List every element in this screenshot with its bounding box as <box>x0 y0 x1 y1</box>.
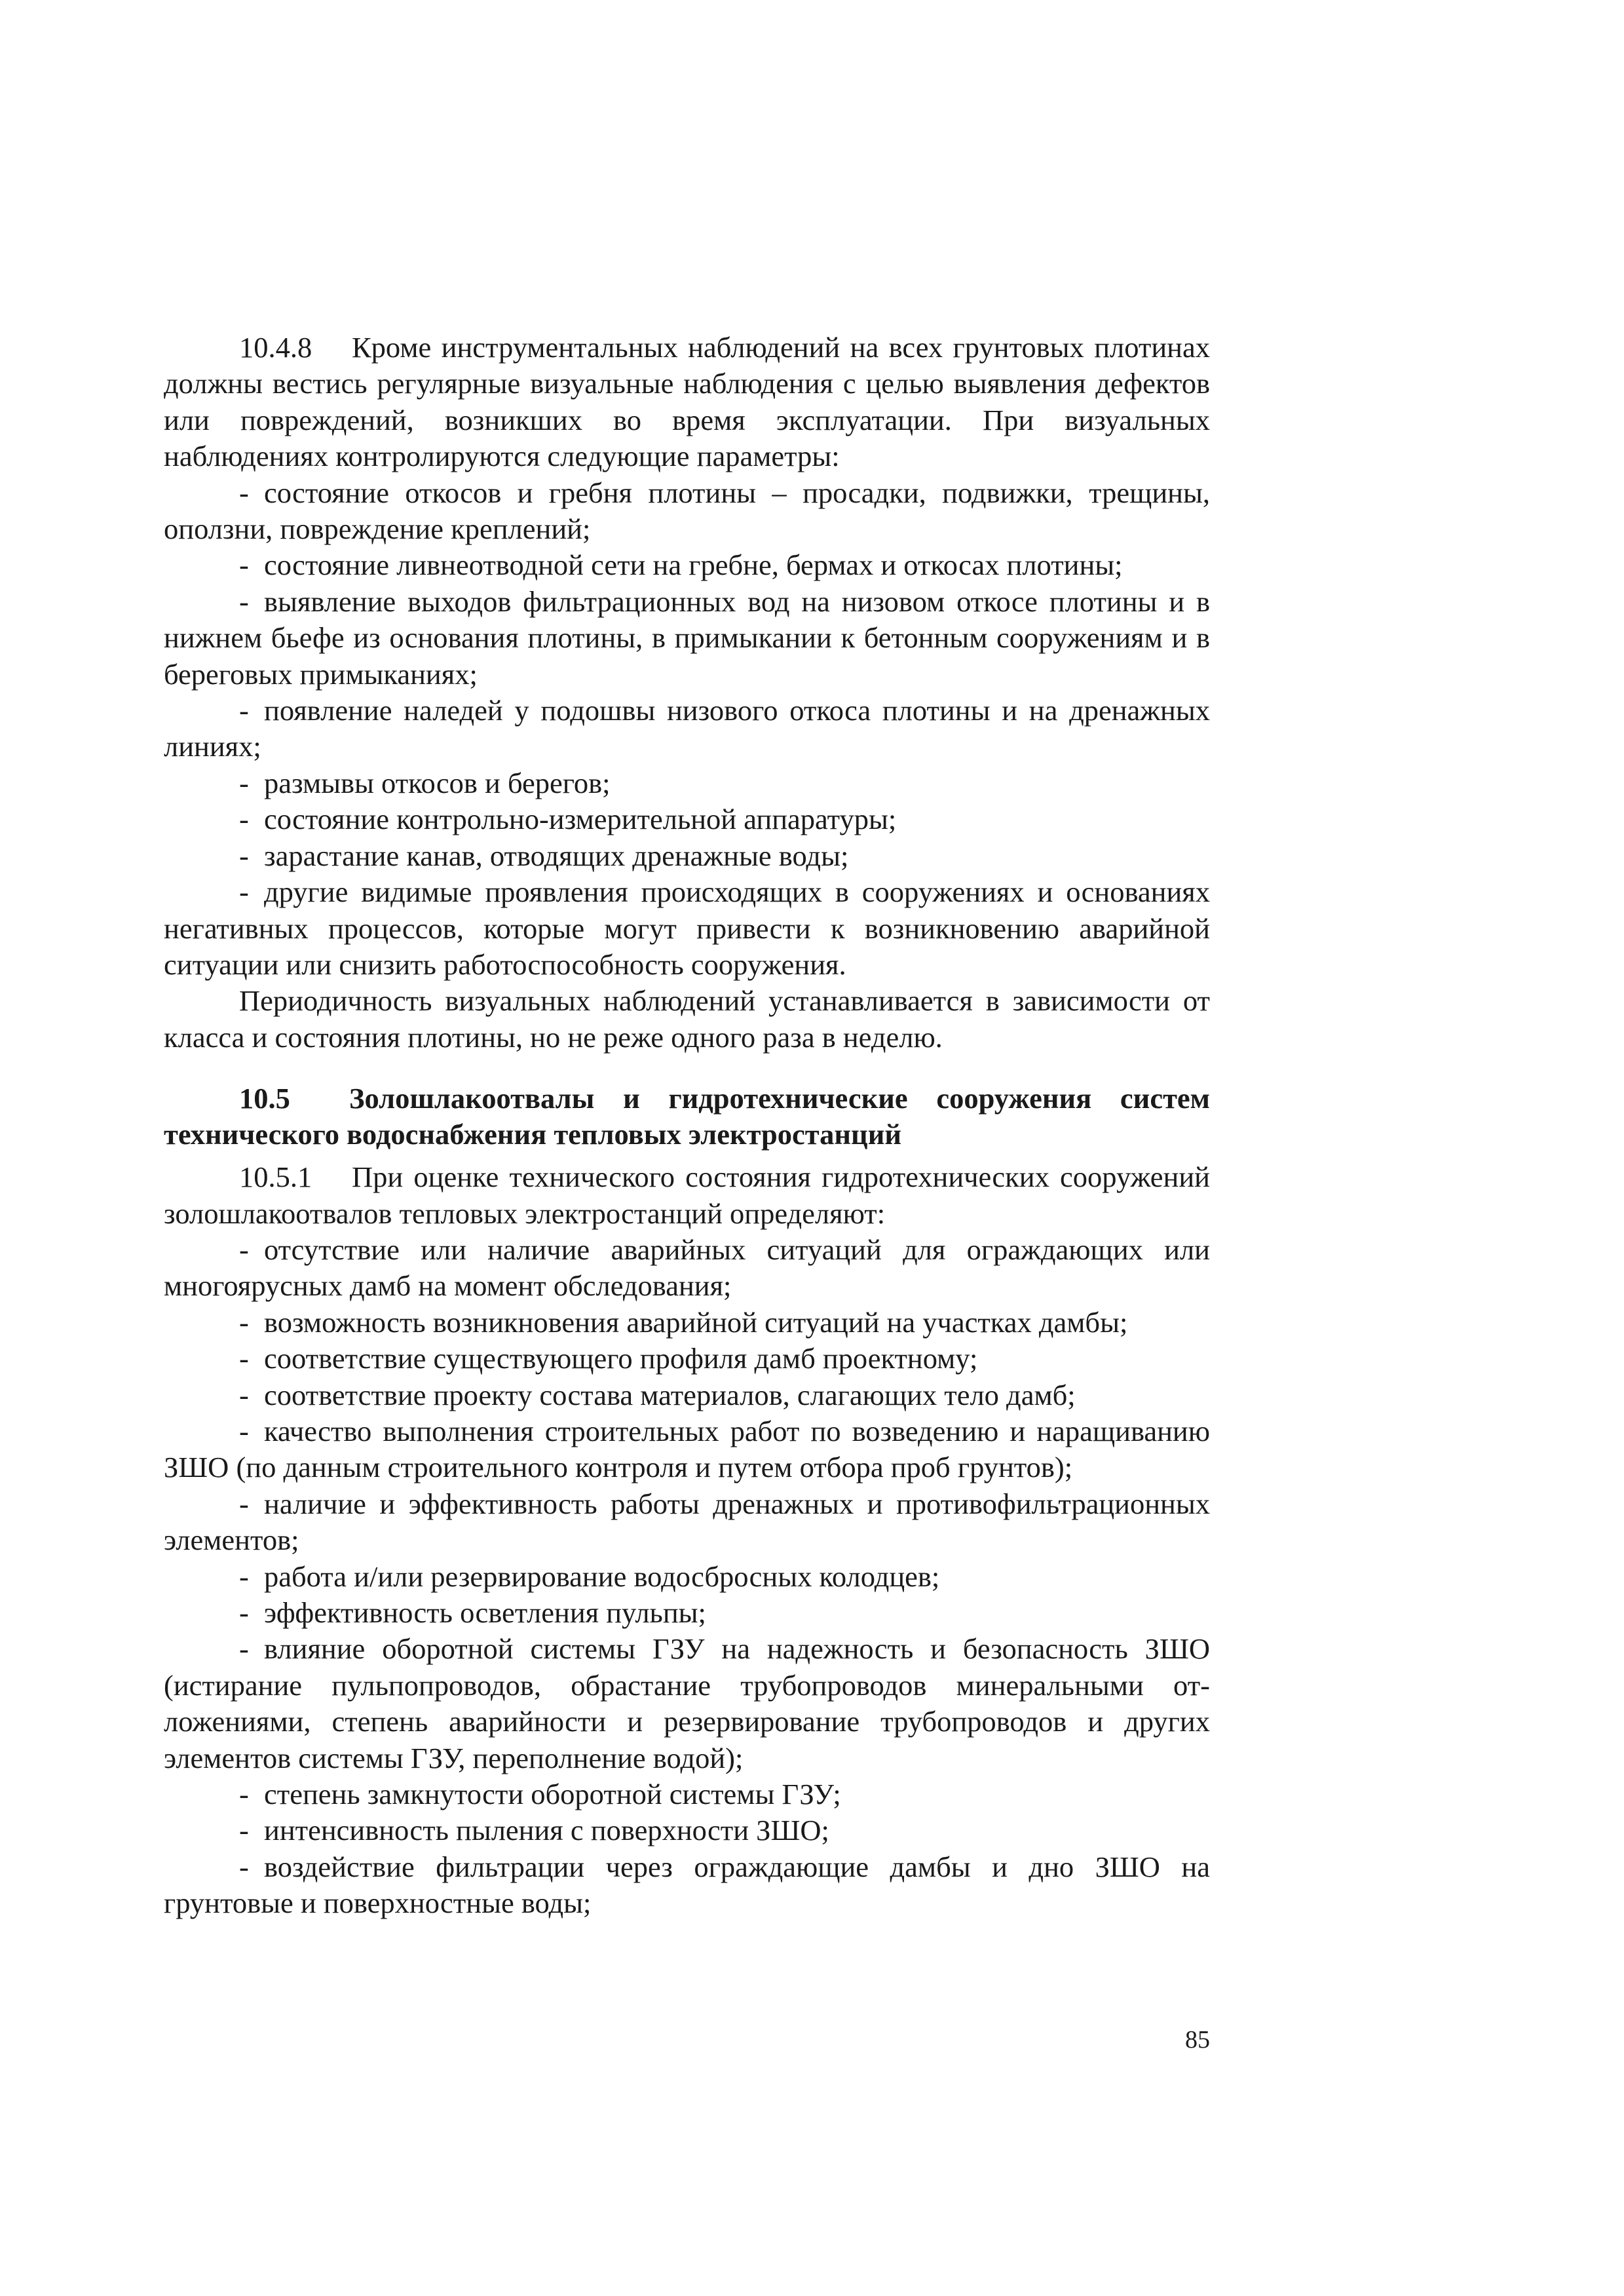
list-dash: - <box>239 1850 249 1883</box>
clause-text: Кроме инструментальных наблюдений на всех грунтовых плотинах должны вестись регулярные визуальные наблюдения с целью выявления дефектов или повреждений, возникших во время эксплуатации. При визуальных наблюдениях контролируются следующие параметры: <box>164 331 1210 473</box>
clause-10-4-8-closing: Периодичность визуальных наблюдений устанавливается в зависимости от класса и состояния плотины, но не реже одного раза в неделю. <box>164 984 1210 1054</box>
list-item-text: эффективность осветления пульпы; <box>264 1596 706 1629</box>
clause-number: 10.4.8 <box>239 331 312 364</box>
list-item <box>164 1631 1210 1776</box>
list-item-text: степень замкнутости оборотной системы ГЗУ; <box>264 1778 841 1811</box>
list-item <box>164 874 1210 983</box>
clause-10-5-1-list <box>164 1232 1210 1922</box>
list-item <box>164 693 1210 765</box>
list-item <box>164 765 1210 801</box>
list-item <box>164 838 1210 874</box>
list-item-text: появление наледей у подошвы низового откоса плотины и на дренажных линиях; <box>164 694 1210 763</box>
list-item-text: соответствие существующего профиля дамб проектному; <box>264 1342 978 1375</box>
page-number: 85 <box>1185 2026 1210 2054</box>
page-body <box>164 330 1210 1922</box>
list-item-text: зарастание канав, отводящих дренажные воды; <box>264 839 849 872</box>
list-item <box>164 1305 1210 1341</box>
list-item-text: работа и/или резервирование водосбросных колодцев; <box>264 1559 940 1593</box>
list-dash: - <box>239 766 249 799</box>
list-item <box>164 1413 1210 1486</box>
list-dash: - <box>239 584 249 618</box>
list-dash: - <box>239 1487 249 1520</box>
list-dash: - <box>239 1778 249 1811</box>
list-item <box>164 584 1210 693</box>
list-dash: - <box>239 839 249 872</box>
list-item <box>164 801 1210 837</box>
list-dash: - <box>239 803 249 836</box>
section-number: 10.5 <box>239 1082 290 1115</box>
list-item-text: возможность возникновения аварийной ситуаций на участках дамбы; <box>264 1305 1128 1339</box>
list-item <box>164 547 1210 583</box>
list-dash: - <box>239 875 249 909</box>
list-dash: - <box>239 1342 249 1375</box>
clause-number: 10.5.1 <box>239 1160 312 1194</box>
list-item-text: качество выполнения строительных работ по возведению и наращиванию ЗШО (по данным строительного контроля и путем отбора проб грунтов); <box>164 1414 1210 1484</box>
section-heading <box>164 1081 1210 1153</box>
clause-10-4-8-intro <box>164 330 1210 475</box>
list-item-text: размывы откосов и берегов; <box>264 766 611 799</box>
list-item-text: состояние откосов и гребня плотины – просадки, подвижки, трещины, оползни, повреждение креплений; <box>164 476 1210 546</box>
list-item <box>164 1341 1210 1377</box>
list-item-text: наличие и эффективность работы дренажных и противофильтрационных элементов; <box>164 1487 1210 1557</box>
list-item <box>164 1559 1210 1595</box>
list-dash: - <box>239 1414 249 1447</box>
list-item-text: состояние контрольно-измерительной аппаратуры; <box>264 803 897 836</box>
clause-10-4-8-list <box>164 475 1210 984</box>
list-dash: - <box>239 1632 249 1666</box>
list-dash: - <box>239 476 249 509</box>
list-item-text: состояние ливнеотводной сети на гребне, бермах и откосах плотины; <box>264 548 1123 582</box>
list-item <box>164 1486 1210 1559</box>
list-dash: - <box>239 1233 249 1266</box>
list-item-text: влияние оборотной системы ГЗУ на надежность и безопасность ЗШО (истирание пульпопроводов, обрастание трубопроводов минеральными отложениями, степень аварийности и резервирование трубопроводов и других элементов системы ГЗУ, переполнение водой); <box>164 1632 1210 1774</box>
list-dash: - <box>239 694 249 727</box>
list-dash: - <box>239 1596 249 1629</box>
list-dash: - <box>239 1559 249 1593</box>
list-item-text: интенсивность пыления с поверхности ЗШО; <box>264 1814 829 1847</box>
list-item <box>164 475 1210 548</box>
list-item <box>164 1377 1210 1413</box>
list-item-text: другие видимые проявления происходящих в сооружениях и основаниях негативных процессов, которые могут привести к возникновению аварийной ситуации или снизить работоспособность сооружения. <box>164 875 1210 981</box>
list-item <box>164 1595 1210 1631</box>
clause-10-5-1-intro <box>164 1159 1210 1232</box>
list-item <box>164 1232 1210 1305</box>
list-dash: - <box>239 548 249 582</box>
list-dash: - <box>239 1814 249 1847</box>
clause-text: При оценке технического состояния гидротехнических сооружений золошлакоотвалов тепловых электростанций определяют: <box>164 1160 1210 1230</box>
list-dash: - <box>239 1305 249 1339</box>
list-item-text: выявление выходов фильтрационных вод на низовом откосе плотины и в нижнем бьефе из основания плотины, в примыкании к бетонным сооружениям и в береговых примыканиях; <box>164 584 1210 691</box>
list-item-text: соответствие проекту состава материалов, слагающих тело дамб; <box>264 1378 1076 1411</box>
list-item-text: отсутствие или наличие аварийных ситуаций для ограждающих или многоярусных дамб на момент обследования; <box>164 1233 1210 1303</box>
list-item-text: воздействие фильтрации через ограждающие дамбы и дно ЗШО на грунтовые и поверхностные воды; <box>164 1850 1210 1920</box>
list-dash: - <box>239 1378 249 1411</box>
list-item <box>164 1776 1210 1812</box>
list-item <box>164 1812 1210 1848</box>
list-item <box>164 1849 1210 1922</box>
section-title: Золошлакоотвалы и гидротехнические сооружения систем технического водоснабжения тепловых электростанций <box>164 1082 1210 1151</box>
